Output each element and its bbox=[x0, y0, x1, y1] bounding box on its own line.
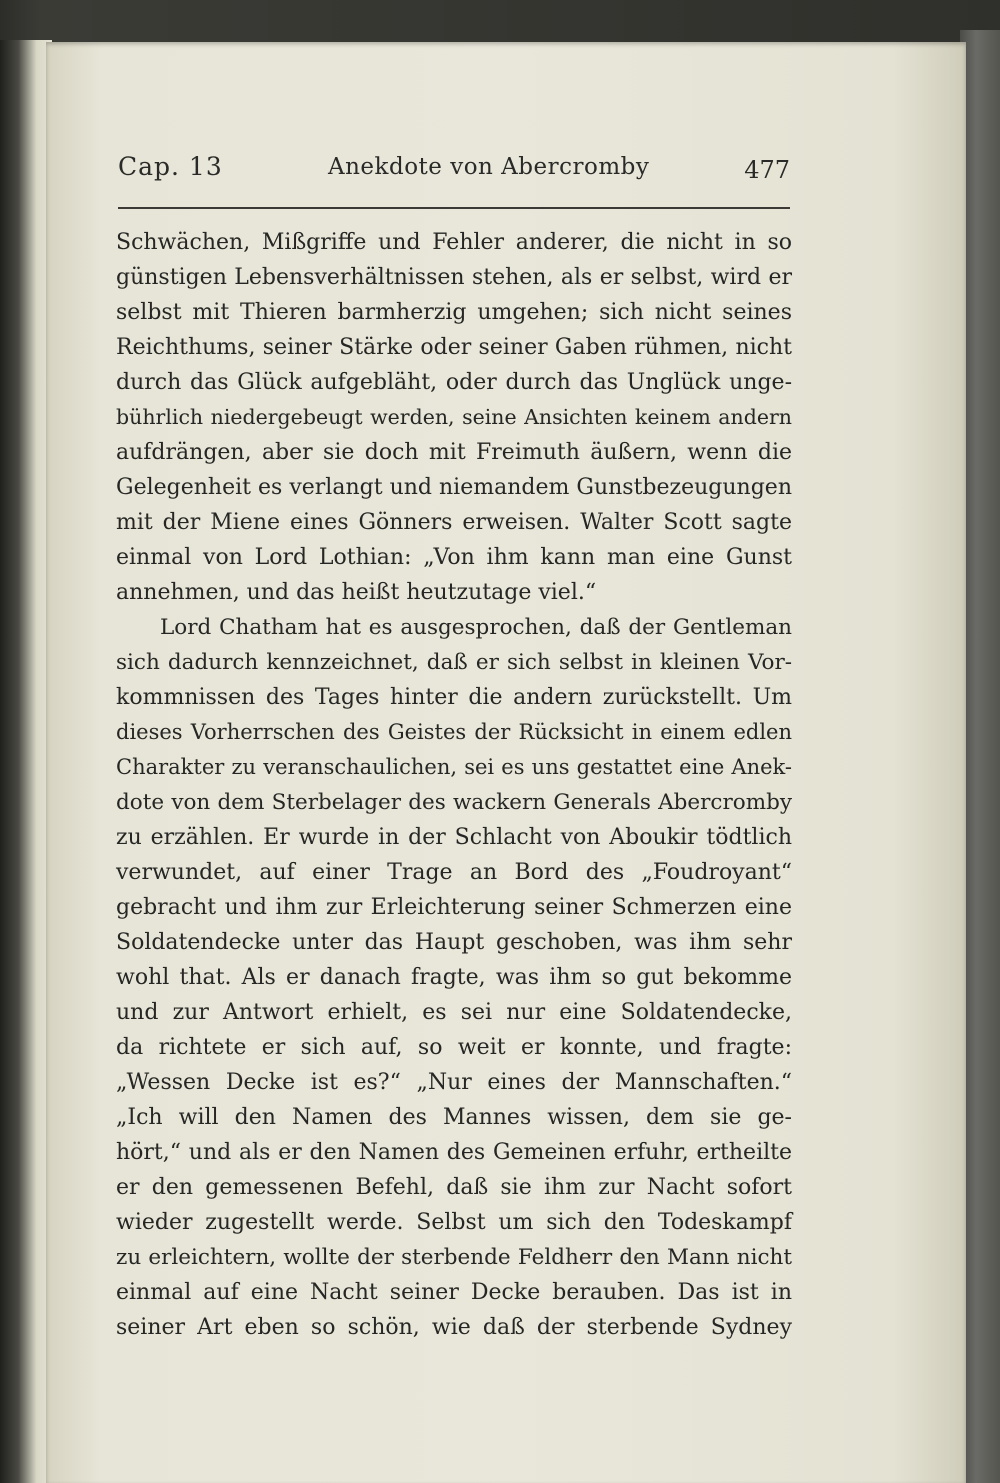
header-rule bbox=[118, 207, 790, 209]
body-text bbox=[116, 225, 792, 1345]
text-line: wohl that. Als er danach fragte, was ihm so gut bekomme bbox=[116, 965, 792, 990]
text-line: günstigen Lebensverhältnissen stehen, als er selbst, wird er bbox=[116, 265, 792, 290]
text-line: verwundet, auf einer Trage an Bord des „Foudroyant“ bbox=[116, 860, 792, 885]
text-line: annehmen, und das heißt heutzutage viel.“ bbox=[116, 580, 597, 605]
text-line: sich dadurch kennzeichnet, daß er sich selbst in kleinen Vor- bbox=[116, 650, 792, 675]
text-line: Reichthums, seiner Stärke oder seiner Gaben rühmen, nicht bbox=[116, 335, 792, 360]
running-head bbox=[118, 150, 790, 194]
page-number: 477 bbox=[744, 156, 790, 184]
text-line: er den gemessenen Befehl, daß sie ihm zur Nacht sofort bbox=[116, 1175, 792, 1200]
text-line: zu erzählen. Er wurde in der Schlacht von Aboukir tödtlich bbox=[116, 825, 792, 850]
text-line: selbst mit Thieren barmherzig umgehen; sich nicht seines bbox=[116, 300, 792, 325]
text-line: einmal auf eine Nacht seiner Decke berauben. Das ist in bbox=[116, 1280, 792, 1305]
paragraph-first-line: Lord Chatham hat es ausgesprochen, daß der Gentleman bbox=[160, 615, 792, 640]
text-line: dote von dem Sterbelager des wackern Generals Abercromby bbox=[116, 790, 792, 815]
text-line: seiner Art eben so schön, wie daß der sterbende Sydney bbox=[116, 1315, 792, 1340]
text-line: und zur Antwort erhielt, es sei nur eine Soldatendecke, bbox=[116, 1000, 792, 1025]
text-line: Charakter zu veranschaulichen, sei es uns gestattet eine Anek- bbox=[116, 755, 792, 779]
text-line: „Wessen Decke ist es?“ „Nur eines der Mannschaften.“ bbox=[116, 1070, 792, 1095]
text-line: aufdrängen, aber sie doch mit Freimuth äußern, wenn die bbox=[116, 440, 792, 465]
text-line: gebracht und ihm zur Erleichterung seiner Schmerzen eine bbox=[116, 895, 792, 920]
text-line: „Ich will den Namen des Mannes wissen, dem sie ge- bbox=[116, 1105, 792, 1130]
text-line: durch das Glück aufgebläht, oder durch das Unglück unge- bbox=[116, 370, 792, 395]
text-line: zu erleichtern, wollte der sterbende Feldherr den Mann nicht bbox=[116, 1245, 792, 1270]
text-line: mit der Miene eines Gönners erweisen. Walter Scott sagte bbox=[116, 510, 792, 535]
text-line: hört,“ und als er den Namen des Gemeinen erfuhr, ertheilte bbox=[116, 1140, 792, 1165]
running-title: Anekdote von Abercromby bbox=[328, 154, 650, 180]
text-line: Schwächen, Mißgriffe und Fehler anderer, die nicht in so bbox=[116, 230, 792, 255]
text-line: bührlich niedergebeugt werden, seine Ansichten keinem andern bbox=[116, 405, 792, 429]
text-line: kommnissen des Tages hinter die andern zurückstellt. Um bbox=[116, 685, 792, 710]
book-spine-gutter bbox=[0, 40, 52, 1483]
text-line: Gelegenheit es verlangt und niemandem Gunstbezeugungen bbox=[116, 475, 792, 500]
text-line: Soldatendecke unter das Haupt geschoben, was ihm sehr bbox=[116, 930, 792, 955]
text-line: einmal von Lord Lothian: „Von ihm kann man eine Gunst bbox=[116, 545, 792, 570]
text-line: dieses Vorherrschen des Geistes der Rücksicht in einem edlen bbox=[116, 720, 792, 744]
text-line: wieder zugestellt werde. Selbst um sich den Todeskampf bbox=[116, 1210, 792, 1235]
text-line: da richtete er sich auf, so weit er konnte, und fragte: bbox=[116, 1035, 792, 1060]
chapter-label: Cap. 13 bbox=[118, 152, 223, 181]
book-cover-edge bbox=[960, 30, 1000, 1483]
